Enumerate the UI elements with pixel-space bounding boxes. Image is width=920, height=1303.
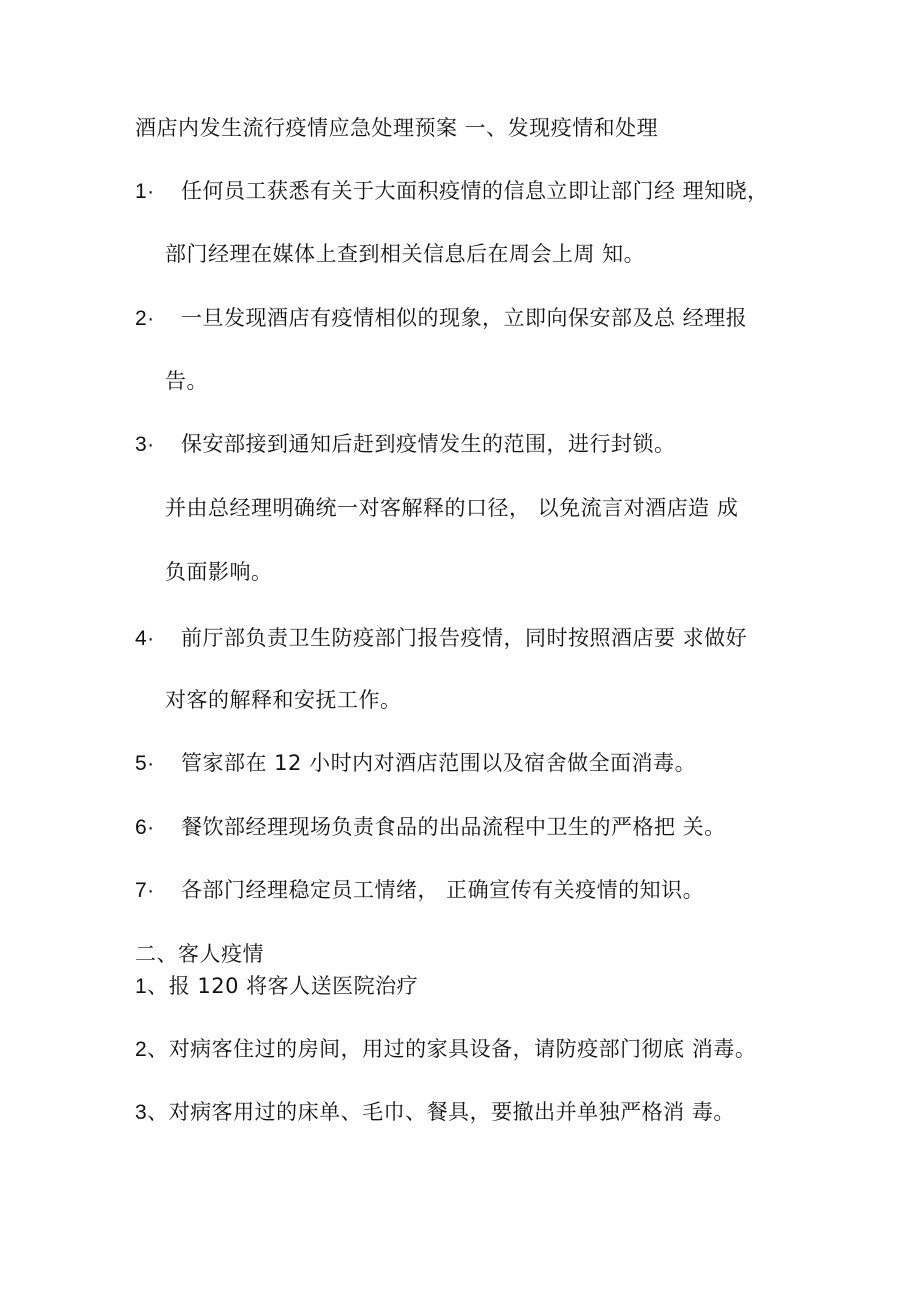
list-item-6	[135, 813, 726, 842]
item-text: 一旦发现酒店有疫情相似的现象，立即向保安部及总 经理报	[181, 306, 748, 330]
item-number: 1·	[135, 180, 155, 203]
list-item-5	[135, 749, 696, 778]
list-item-4	[135, 624, 747, 653]
list-item-7	[135, 876, 704, 905]
item-text: 报 120 将客人送医院治疗	[168, 974, 419, 998]
section-2-item-2	[135, 1035, 756, 1064]
item-text: 前厅部负责卫生防疫部门报告疫情，同时按照酒店要 求做好	[181, 626, 748, 650]
item-text: 餐饮部经理现场负责食品的出品流程中卫生的严格把 关。	[181, 815, 726, 839]
list-item-3-continuation: 并由总经理明确统一对客解释的口径， 以免流言对酒店造 成	[165, 496, 739, 520]
list-item-4-continuation: 对客的解释和安抚工作。	[165, 688, 402, 712]
item-text: 保安部接到通知后赶到疫情发生的范围，进行封锁。	[181, 432, 676, 456]
item-text: 对病客用过的床单、毛巾、餐具，要撤出并单独严格消 毒。	[168, 1100, 735, 1124]
item-number: 3·	[135, 433, 155, 456]
list-item-1-continuation: 部门经理在媒体上查到相关信息后在周会上周 知。	[165, 242, 646, 266]
item-text: 任何员工获悉有关于大面积疫情的信息立即让部门经 理知晓，	[181, 179, 769, 203]
item-text: 管家部在 12 小时内对酒店范围以及宿舍做全面消毒。	[181, 751, 697, 775]
list-item-3	[135, 430, 676, 459]
item-number: 3、	[135, 1101, 169, 1124]
list-item-3-continuation-2: 负面影响。	[165, 560, 273, 584]
list-item-1	[135, 177, 769, 206]
section-2-item-1	[135, 972, 418, 1001]
list-item-2	[135, 304, 747, 333]
section-2-item-3	[135, 1098, 735, 1127]
item-text: 各部门经理稳定员工情绪， 正确宣传有关疫情的知识。	[181, 878, 705, 902]
section-2-heading: 二、客人疫情	[135, 942, 264, 966]
item-number: 2、	[135, 1038, 169, 1061]
item-number: 6·	[135, 816, 155, 839]
item-number: 7·	[135, 879, 155, 902]
item-number: 5·	[135, 752, 155, 775]
list-item-2-continuation: 告。	[165, 369, 208, 393]
item-number: 1、	[135, 975, 169, 998]
item-text: 对病客住过的房间，用过的家具设备，请防疫部门彻底 消毒。	[168, 1037, 757, 1061]
item-number: 2·	[135, 307, 155, 330]
item-number: 4·	[135, 627, 155, 650]
document-title: 酒店内发生流行疫情应急处理预案 一、发现疫情和处理	[135, 116, 659, 140]
